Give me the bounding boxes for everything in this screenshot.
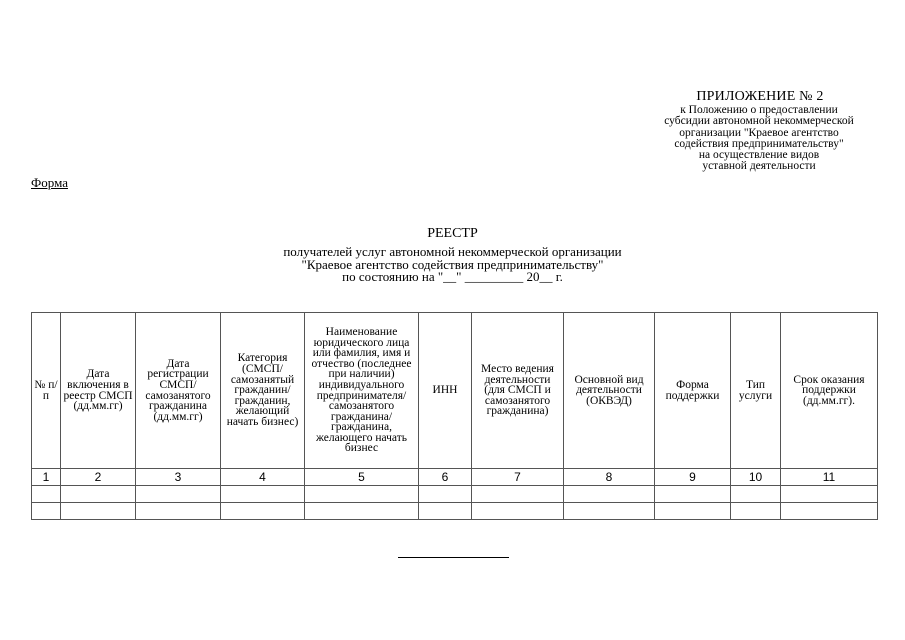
column-number-cell: 7 <box>472 469 564 486</box>
registry-table <box>31 312 878 520</box>
form-label: Форма <box>31 175 68 190</box>
header-cell: Категория (СМСП/ самозанятый гражданин/ гражданин, желающий начать бизнес) <box>221 313 305 469</box>
empty-cell[interactable] <box>472 503 564 520</box>
registry-subtitle-line: по состоянию на "__" _________ 20__ г. <box>342 269 563 284</box>
empty-cell[interactable] <box>61 503 136 520</box>
column-number-cell: 9 <box>655 469 731 486</box>
empty-cell[interactable] <box>305 486 419 503</box>
empty-cell[interactable] <box>781 486 878 503</box>
appendix-line: субсидии автономной некоммерческой <box>664 115 854 128</box>
header-cell: Дата включения в реестр СМСП (дд.мм.гг) <box>61 313 136 469</box>
column-number-cell: 8 <box>564 469 655 486</box>
appendix-line: на осуществление видов <box>698 149 820 162</box>
header-cell: Основной вид деятельности (ОКВЭД) <box>564 313 655 469</box>
empty-cell[interactable] <box>419 503 472 520</box>
header-cell: Место ведения деятельности (для СМСП и самозанятого гражданина) <box>472 313 564 469</box>
empty-cell[interactable] <box>221 503 305 520</box>
header-cell: Дата регистрации СМСП/ самозанятого гражданина (дд.мм.гг) <box>136 313 221 469</box>
footer-divider <box>398 557 509 558</box>
registry-subtitle-line: "Краевое агентство содействия предпринимательству" <box>301 256 604 272</box>
empty-cell[interactable] <box>655 486 731 503</box>
empty-cell[interactable] <box>221 486 305 503</box>
empty-cell[interactable] <box>61 486 136 503</box>
appendix-description <box>643 105 875 173</box>
empty-cell[interactable] <box>472 486 564 503</box>
column-number-cell: 3 <box>136 469 221 486</box>
empty-cell[interactable] <box>564 503 655 520</box>
empty-cell[interactable] <box>136 486 221 503</box>
column-number-cell: 6 <box>419 469 472 486</box>
empty-cell[interactable] <box>564 486 655 503</box>
column-number-cell: 1 <box>32 469 61 486</box>
column-number-cell: 2 <box>61 469 136 486</box>
appendix-line: уставной деятельности <box>702 160 816 173</box>
empty-cell[interactable] <box>32 503 61 520</box>
appendix-line: содействия предпринимательству" <box>674 137 844 150</box>
registry-title: РЕЕСТР <box>427 226 478 241</box>
column-number-cell: 4 <box>221 469 305 486</box>
empty-cell[interactable] <box>305 503 419 520</box>
appendix-title: ПРИЛОЖЕНИЕ № 2 <box>696 89 824 104</box>
empty-row <box>32 486 878 503</box>
empty-cell[interactable] <box>781 503 878 520</box>
empty-row <box>32 503 878 520</box>
empty-cell[interactable] <box>731 486 781 503</box>
header-cell: Срок оказания поддержки (дд.мм.гг). <box>781 313 878 469</box>
appendix-line: организации "Краевое агентство <box>679 126 839 139</box>
header-cell: ИНН <box>419 313 472 469</box>
header-cell: Наименование юридического лица или фамилия, имя и отчество (последнее при наличии) индивидуального предпринимателя/ самозанятого гражданина/ гражданина, желающего начать бизнес <box>305 313 419 469</box>
column-number-row <box>32 469 878 486</box>
empty-cell[interactable] <box>731 503 781 520</box>
header-cell: № п/п <box>32 313 61 469</box>
column-number-cell: 10 <box>731 469 781 486</box>
empty-cell[interactable] <box>419 486 472 503</box>
header-row <box>32 313 878 469</box>
registry-subtitle <box>0 246 905 284</box>
empty-cell[interactable] <box>136 503 221 520</box>
empty-cell[interactable] <box>655 503 731 520</box>
empty-cell[interactable] <box>32 486 61 503</box>
column-number-cell: 5 <box>305 469 419 486</box>
registry-subtitle-line: получателей услуг автономной некоммерческой организации <box>283 244 622 259</box>
header-cell: Тип услуги <box>731 313 781 469</box>
column-number-cell: 11 <box>781 469 878 486</box>
header-cell: Форма поддержки <box>655 313 731 469</box>
appendix-line: к Положению о предоставлении <box>680 104 838 116</box>
